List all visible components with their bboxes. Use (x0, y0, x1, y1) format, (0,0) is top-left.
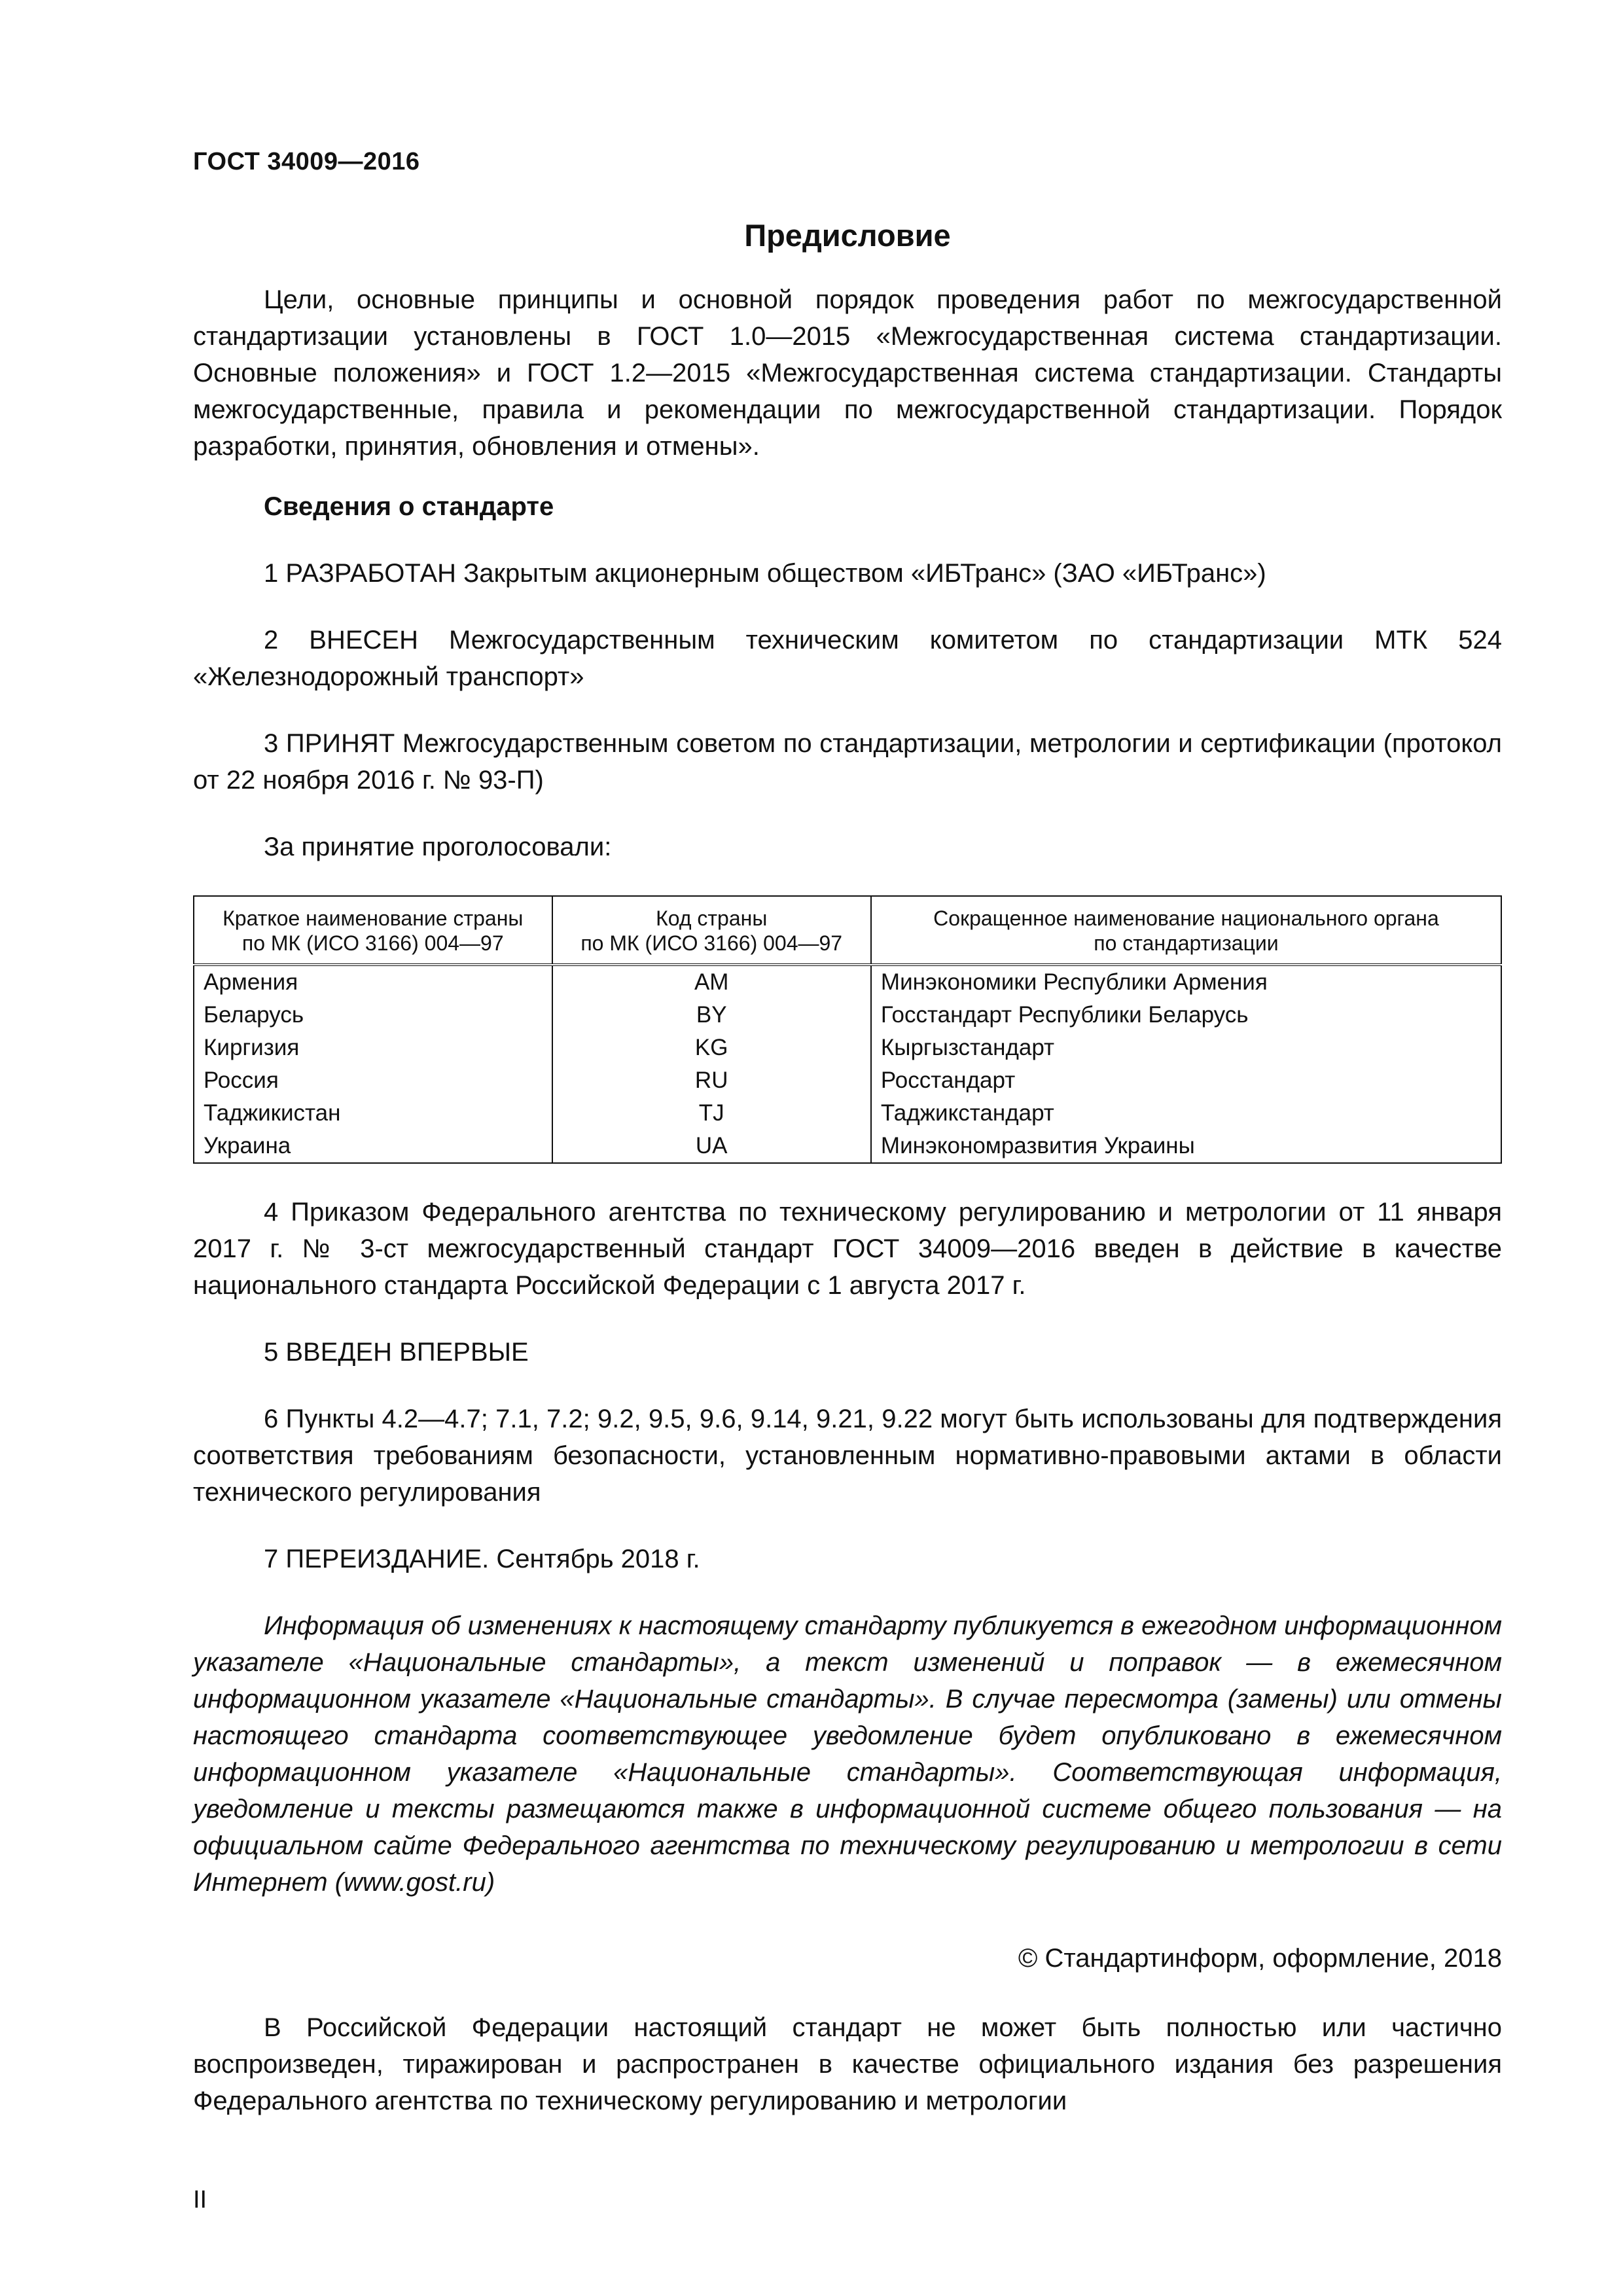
item-reissue: 7 ПЕРЕИЗДАНИЕ. Сентябрь 2018 г. (264, 1545, 700, 1573)
vote-intro: За принятие проголосовали: (264, 833, 612, 861)
cell-code: TJ (552, 1097, 871, 1130)
item-submitted: 2 ВНЕСЕН Межгосударственным техническим комитетом по стандартизации МТК 524 «Железнодорожный транспорт» (193, 626, 1502, 691)
cell-org: Росстандарт (871, 1064, 1501, 1097)
cell-country: Армения (194, 965, 552, 999)
cell-org: Минэкономики Республики Армения (871, 965, 1501, 999)
table-row (194, 1130, 1501, 1163)
cell-org: Минэкономразвития Украины (871, 1130, 1501, 1163)
cell-code: BY (552, 999, 871, 1031)
amendments-notice: Информация об изменениях к настоящему стандарту публикуется в ежегодном информационном указателе «Национальные стандарты», а текст изменений и поправок — в ежемесячном информационном указателе «Национальные стандарты». В случае пересмотра (замены) или отмены настоящего стандарта соответствующее уведомление будет опубликовано в ежемесячном информационном указателе «Национальные стандарты». Соответствующая информация, уведомление и тексты размещаются также в информационной системе общего пользования — на официальном сайте Федерального агентства по техническому регулированию и метрологии в сети Интернет (www.gost.ru) (193, 1611, 1503, 1897)
cell-code: KG (552, 1031, 871, 1064)
cell-country: Украина (194, 1130, 552, 1163)
preface-content (193, 216, 1502, 2119)
table-row (194, 999, 1501, 1031)
item-clauses: 6 Пункты 4.2—4.7; 7.1, 7.2; 9.2, 9.5, 9.6, 9.14, 9.21, 9.22 могут быть использованы для подтверждения соответствия требованиям безопасности, установленным нормативно-правовыми актами в области технического регулирования (193, 1405, 1502, 1507)
standard-info-heading: Сведения о стандарте (264, 492, 554, 521)
table-row (194, 1031, 1501, 1064)
header-country: Краткое наименование страны по МК (ИСО 3166) 004—97 (194, 896, 552, 965)
cell-org: Госстандарт Республики Беларусь (871, 999, 1501, 1031)
voting-countries-table (193, 895, 1502, 1164)
cell-country: Россия (194, 1064, 552, 1097)
table-header-row (194, 896, 1501, 965)
copyright-line: © Стандартинформ, оформление, 2018 (1018, 1944, 1502, 1973)
header-org: Сокращенное наименование национального органа по стандартизации (871, 896, 1501, 965)
intro-paragraph: Цели, основные принципы и основной порядок проведения работ по межгосударственной стандартизации установлены в ГОСТ 1.0—2015 «Межгосударственная система стандартизации. Основные положения» и ГОСТ 1.2—2015 «Межгосударственная система стандартизации. Стандарты межгосударственные, правила и рекомендации по межгосударственной стандартизации. Порядок разработки, принятия, обновления и отмены». (193, 285, 1502, 461)
table-row (194, 1064, 1501, 1097)
cell-code: AM (552, 965, 871, 999)
page-number: II (193, 2186, 207, 2214)
cell-org: Таджикстандарт (871, 1097, 1501, 1130)
cell-country: Таджикистан (194, 1097, 552, 1130)
document-id-header: ГОСТ 34009—2016 (193, 148, 420, 175)
table-row (194, 1097, 1501, 1130)
page-title: Предисловие (744, 218, 951, 253)
item-adopted: 3 ПРИНЯТ Межгосударственным советом по стандартизации, метрологии и сертификации (протокол от 22 ноября 2016 г. № 93-П) (193, 729, 1502, 795)
cell-country: Киргизия (194, 1031, 552, 1064)
item-first-introduced: 5 ВВЕДЕН ВПЕРВЫЕ (264, 1338, 529, 1367)
cell-code: RU (552, 1064, 871, 1097)
header-code: Код страны по МК (ИСО 3166) 004—97 (552, 896, 871, 965)
cell-country: Беларусь (194, 999, 552, 1031)
item-enacted: 4 Приказом Федерального агентства по техническому регулированию и метрологии от 11 января 2017 г. № 3-ст межгосударственный стандарт ГОСТ 34009—2016 введен в действие в качестве национального стандарта Российской Федерации с 1 августа 2017 г. (193, 1198, 1502, 1300)
reproduction-restriction: В Российской Федерации настоящий стандарт не может быть полностью или частично воспроизведен, тиражирован и распространен в качестве официального издания без разрешения Федерального агентства по техническому регулированию и метрологии (193, 2013, 1502, 2115)
cell-code: UA (552, 1130, 871, 1163)
table-row (194, 965, 1501, 999)
item-developed: 1 РАЗРАБОТАН Закрытым акционерным обществом «ИБТранс» (ЗАО «ИБТранс») (264, 559, 1266, 588)
cell-org: Кыргызстандарт (871, 1031, 1501, 1064)
